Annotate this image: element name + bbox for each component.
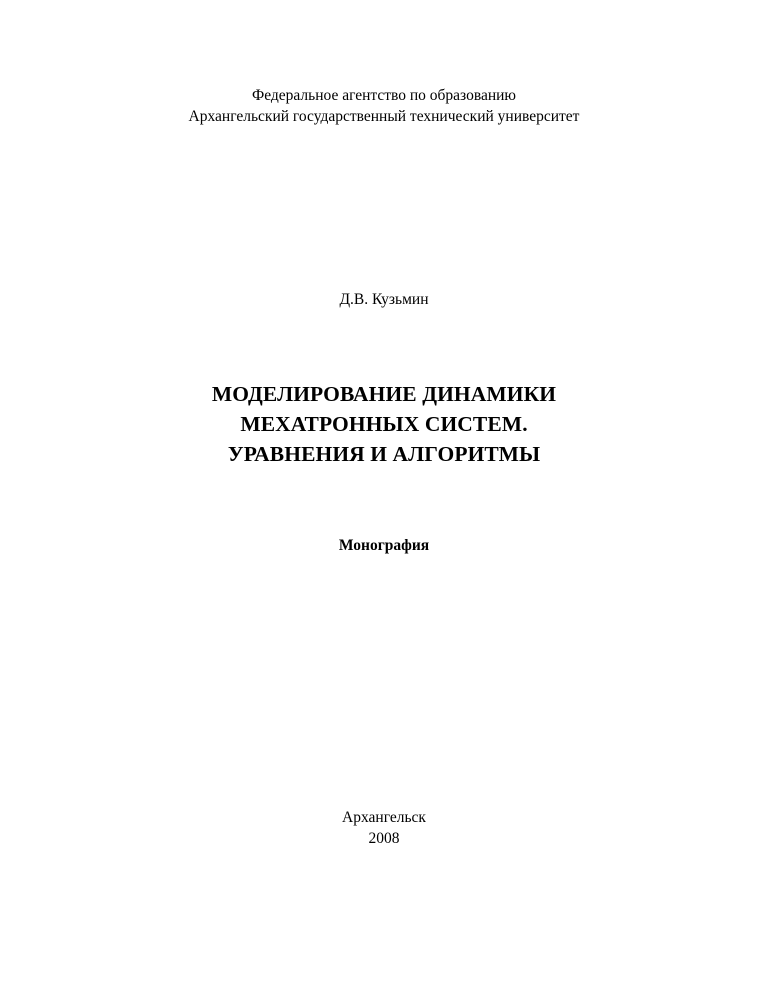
imprint-city: Архангельск [342,809,426,826]
imprint-year: 2008 [368,830,400,847]
book-title-line-3: УРАВНЕНИЯ И АЛГОРИТМЫ [227,442,541,466]
book-title-line-1: МОДЕЛИРОВАНИЕ ДИНАМИКИ [211,382,557,406]
organization-line-1: Федеральное агентство по образованию [251,87,517,104]
book-title-line-2: МЕХАТРОННЫХ СИСТЕМ. [240,412,528,436]
author-name: Д.В. Кузьмин [339,291,429,308]
publication-genre: Монография [338,537,430,554]
organization-line-2: Архангельский государственный технический университет [188,108,580,125]
